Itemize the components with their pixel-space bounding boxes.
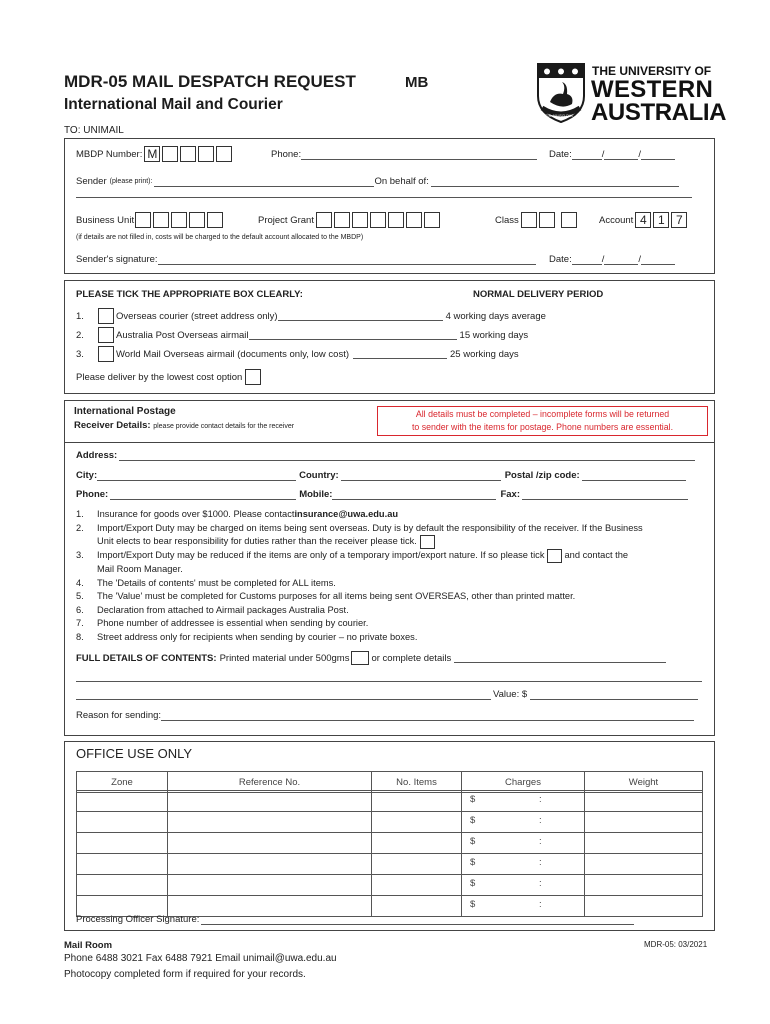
note-text: Unit elects to bear responsibility for duties rather than the receiver please tick. bbox=[97, 536, 417, 547]
items-cell[interactable] bbox=[372, 812, 462, 833]
reason-label: Reason for sending: bbox=[76, 710, 162, 721]
project-grant-label: Project Grant bbox=[258, 214, 314, 226]
business-unit-box[interactable] bbox=[189, 212, 205, 228]
option-number: 1. bbox=[76, 310, 84, 322]
lowest-cost-checkbox[interactable] bbox=[245, 369, 261, 385]
note-text: Import/Export Duty may be reduced if the items are only of a temporary import/export nature. If so please tick bbox=[97, 550, 545, 561]
office-table-body bbox=[76, 790, 703, 917]
business-unit-box[interactable] bbox=[153, 212, 169, 228]
contents-details-line[interactable] bbox=[76, 690, 491, 700]
processing-signature-field[interactable] bbox=[201, 915, 634, 925]
class-label: Class bbox=[495, 214, 519, 226]
reference-cell[interactable] bbox=[168, 791, 372, 812]
zone-cell[interactable] bbox=[77, 791, 168, 812]
airmail-checkbox[interactable] bbox=[98, 327, 114, 343]
contents-complete-label: or complete details bbox=[371, 652, 452, 664]
fax-label: Fax: bbox=[500, 489, 520, 500]
business-unit-label: Business Unit bbox=[76, 214, 135, 226]
reference-cell[interactable] bbox=[168, 854, 372, 875]
cents-separator: : bbox=[539, 794, 542, 805]
warning-box bbox=[377, 406, 708, 436]
option-period: 4 working days average bbox=[445, 310, 546, 322]
note-number: 6. bbox=[76, 604, 84, 615]
on-behalf-field[interactable] bbox=[431, 177, 679, 187]
zone-cell[interactable] bbox=[77, 812, 168, 833]
address-field[interactable] bbox=[119, 451, 695, 461]
project-grant-box[interactable] bbox=[334, 212, 350, 228]
weight-cell[interactable] bbox=[585, 875, 703, 896]
university-name-line2: WESTERN bbox=[591, 76, 714, 103]
option-period: 25 working days bbox=[450, 348, 519, 360]
to-line: TO: UNIMAIL bbox=[64, 125, 124, 136]
receiver-phone-label: Phone: bbox=[76, 489, 109, 500]
office-table-row bbox=[77, 854, 703, 875]
footer-title: Mail Room bbox=[64, 940, 113, 951]
on-behalf-label: On behalf of: bbox=[374, 176, 429, 187]
currency-symbol: $ bbox=[470, 836, 476, 847]
lowest-cost-label: Please deliver by the lowest cost option bbox=[76, 371, 243, 383]
date-day-field[interactable] bbox=[572, 150, 602, 160]
notes-list bbox=[76, 508, 706, 644]
university-name-line1: THE UNIVERSITY OF bbox=[592, 64, 712, 78]
option-leader-line bbox=[278, 311, 443, 321]
business-unit-box[interactable] bbox=[135, 212, 151, 228]
note-text: Phone number of addressee is essential when sending by courier. bbox=[97, 618, 369, 628]
date-label: Date: bbox=[549, 149, 572, 160]
signature-date-month[interactable] bbox=[601, 254, 638, 265]
receiver-label: Receiver Details: bbox=[74, 420, 151, 431]
mbdp-box-prefix: M bbox=[144, 146, 160, 162]
currency-symbol: $ bbox=[470, 899, 476, 910]
note-text: Insurance for goods over $1000. Please contact bbox=[97, 509, 295, 519]
note-text: The 'Value' must be completed for Customs purposes for all items being sent OVERSEAS, other than printed matter. bbox=[97, 591, 576, 601]
signature-date-label: Date: bbox=[549, 254, 572, 265]
class-box[interactable] bbox=[561, 212, 577, 228]
divider bbox=[65, 442, 714, 443]
value-label: Value: $ bbox=[493, 689, 528, 700]
cents-separator: : bbox=[539, 836, 542, 847]
weight-cell[interactable] bbox=[585, 833, 703, 854]
address-label: Address: bbox=[76, 450, 118, 461]
processing-signature-label: Processing Officer Signature: bbox=[76, 914, 200, 925]
zone-cell[interactable] bbox=[77, 854, 168, 875]
world-mail-checkbox[interactable] bbox=[98, 346, 114, 362]
note-number: 5. bbox=[76, 591, 84, 601]
reference-cell[interactable] bbox=[168, 812, 372, 833]
tick-heading: PLEASE TICK THE APPROPRIATE BOX CLEARLY: bbox=[76, 289, 303, 300]
reference-cell[interactable] bbox=[168, 833, 372, 854]
class-box[interactable] bbox=[521, 212, 537, 228]
form-code: MB bbox=[405, 74, 429, 91]
project-grant-box[interactable] bbox=[370, 212, 386, 228]
note-text: Street address only for recipients when sending by courier – no private boxes. bbox=[97, 631, 418, 642]
items-cell[interactable] bbox=[372, 833, 462, 854]
warning-line: All details must be completed – incomplete forms will be returned bbox=[415, 409, 670, 419]
office-panel bbox=[64, 741, 715, 931]
receiver-hint: please provide contact details for the receiver bbox=[153, 423, 295, 430]
currency-symbol: $ bbox=[470, 878, 476, 889]
country-field[interactable] bbox=[341, 471, 501, 481]
office-table-row bbox=[77, 791, 703, 812]
charges-cell[interactable] bbox=[462, 875, 585, 896]
zone-cell[interactable] bbox=[77, 833, 168, 854]
note-text: Declaration from attached to Airmail packages Australia Post. bbox=[97, 604, 349, 615]
zone-cell[interactable] bbox=[77, 875, 168, 896]
sender-panel bbox=[64, 138, 715, 274]
note-number: 2. bbox=[76, 522, 84, 533]
default-account-note: (if details are not filled in, costs will be charged to the default account allocated to the MBDP) bbox=[76, 234, 364, 241]
items-cell[interactable] bbox=[372, 854, 462, 875]
footer-contact: Phone 6488 3021 Fax 6488 7921 Email unimail@uwa.edu.au bbox=[64, 953, 337, 964]
date-year-field[interactable] bbox=[641, 150, 675, 160]
printed-material-checkbox[interactable] bbox=[351, 651, 369, 665]
weight-cell[interactable] bbox=[585, 812, 703, 833]
date-separator: / bbox=[601, 149, 605, 160]
phone-label: Phone: bbox=[271, 149, 302, 160]
form-subtitle: International Mail and Courier bbox=[64, 96, 283, 113]
option-label: World Mail Overseas airmail (documents only, low cost) bbox=[116, 348, 349, 360]
duty-business-unit-checkbox[interactable] bbox=[420, 535, 435, 549]
contents-details-field[interactable] bbox=[454, 653, 666, 663]
note-number: 4. bbox=[76, 577, 84, 588]
project-grant-box[interactable] bbox=[352, 212, 368, 228]
insurance-email-link[interactable]: insurance@uwa.edu.au bbox=[294, 509, 399, 519]
account-digit-box[interactable]: 4 bbox=[635, 212, 651, 228]
cents-separator: : bbox=[539, 857, 542, 868]
note-number: 8. bbox=[76, 631, 84, 642]
cents-separator: : bbox=[539, 815, 542, 826]
column-header: Charges bbox=[462, 772, 585, 793]
reference-cell[interactable] bbox=[168, 875, 372, 896]
mbdp-box[interactable] bbox=[198, 146, 214, 162]
project-grant-box[interactable] bbox=[424, 212, 440, 228]
postage-panel bbox=[64, 400, 715, 736]
sender-hint: (please print): bbox=[109, 178, 153, 185]
date-separator: / bbox=[638, 254, 641, 265]
note-number: 1. bbox=[76, 509, 84, 519]
business-unit-box[interactable] bbox=[207, 212, 223, 228]
office-table-row bbox=[77, 875, 703, 896]
crest-motto: SEEK WISDOM bbox=[539, 113, 574, 118]
receiver-phone-field[interactable] bbox=[110, 490, 296, 500]
mbdp-box[interactable] bbox=[216, 146, 232, 162]
delivery-option-3 bbox=[76, 346, 519, 362]
currency-symbol: $ bbox=[470, 857, 476, 868]
date-separator: / bbox=[638, 149, 641, 160]
project-grant-box[interactable] bbox=[316, 212, 332, 228]
contents-details-line[interactable] bbox=[76, 681, 702, 682]
mobile-label: Mobile: bbox=[299, 489, 333, 500]
column-header: No. Items bbox=[372, 772, 462, 793]
signature-label: Sender's signature: bbox=[76, 254, 158, 265]
office-table-row bbox=[77, 833, 703, 854]
form-version: MDR-05: 03/2021 bbox=[644, 940, 708, 949]
mbdp-box[interactable] bbox=[180, 146, 196, 162]
university-name-line3: AUSTRALIA bbox=[591, 99, 727, 126]
contents-printed-label: Printed material under 500gms bbox=[219, 652, 350, 664]
warning-line: to sender with the items for postage. Phone numbers are essential. bbox=[411, 422, 674, 432]
option-number: 3. bbox=[76, 348, 84, 360]
contents-label: FULL DETAILS OF CONTENTS: bbox=[76, 652, 217, 664]
weight-cell[interactable] bbox=[585, 854, 703, 875]
class-box[interactable] bbox=[539, 212, 555, 228]
items-cell[interactable] bbox=[372, 875, 462, 896]
country-label: Country: bbox=[299, 470, 339, 481]
option-leader-line bbox=[353, 349, 447, 359]
office-table-row bbox=[77, 812, 703, 833]
sender-phone-field[interactable] bbox=[301, 150, 537, 160]
signature-date-day[interactable] bbox=[572, 255, 602, 265]
sender-extra-line[interactable] bbox=[76, 197, 692, 198]
signature-date-year[interactable] bbox=[641, 255, 675, 265]
currency-symbol: $ bbox=[470, 815, 476, 826]
account-digit-box[interactable]: 1 bbox=[653, 212, 669, 228]
option-number: 2. bbox=[76, 329, 84, 341]
charges-cell[interactable] bbox=[462, 791, 585, 812]
delivery-panel bbox=[64, 280, 715, 394]
cents-separator: : bbox=[539, 899, 542, 910]
city-field[interactable] bbox=[97, 471, 296, 481]
project-grant-box[interactable] bbox=[406, 212, 422, 228]
charges-cell[interactable] bbox=[462, 833, 585, 854]
option-period: 15 working days bbox=[459, 329, 529, 341]
note-text: Mail Room Manager. bbox=[97, 564, 183, 574]
account-label: Account bbox=[599, 214, 634, 226]
column-header: Reference No. bbox=[168, 772, 372, 793]
sender-label: Sender bbox=[76, 176, 107, 187]
note-text: The 'Details of contents' must be completed for ALL items. bbox=[97, 577, 336, 588]
cents-separator: : bbox=[539, 878, 542, 889]
sender-signature-field[interactable] bbox=[158, 255, 536, 265]
postal-label: Postal /zip code: bbox=[504, 470, 580, 481]
note-number: 3. bbox=[76, 550, 84, 561]
postal-field[interactable] bbox=[582, 471, 686, 481]
business-unit-box[interactable] bbox=[171, 212, 187, 228]
delivery-option-2 bbox=[76, 327, 528, 343]
currency-symbol: $ bbox=[470, 794, 476, 805]
project-grant-box[interactable] bbox=[388, 212, 404, 228]
items-cell[interactable] bbox=[372, 791, 462, 812]
courier-checkbox[interactable] bbox=[98, 308, 114, 324]
charges-cell[interactable] bbox=[462, 854, 585, 875]
delivery-option-1 bbox=[76, 308, 546, 324]
value-field[interactable] bbox=[530, 690, 698, 700]
reason-field[interactable] bbox=[161, 711, 694, 721]
mbdp-label: MBDP Number: bbox=[76, 148, 143, 160]
column-header: Zone bbox=[77, 772, 168, 793]
office-heading: OFFICE USE ONLY bbox=[76, 746, 193, 761]
date-separator: / bbox=[601, 254, 605, 265]
fax-field[interactable] bbox=[522, 490, 688, 500]
option-label: Australia Post Overseas airmail bbox=[116, 329, 249, 341]
option-label: Overseas courier (street address only) bbox=[116, 310, 278, 322]
column-header: Weight bbox=[585, 772, 703, 793]
form-title: MDR-05 MAIL DESPATCH REQUEST bbox=[64, 72, 356, 91]
mobile-field[interactable] bbox=[332, 490, 496, 500]
account-digit-box[interactable]: 7 bbox=[671, 212, 687, 228]
note-number: 7. bbox=[76, 618, 84, 628]
note-text: Import/Export Duty may be charged on items being sent overseas. Duty is by default the responsibility of the receiver. If the Business bbox=[97, 522, 643, 533]
delivery-period-heading: NORMAL DELIVERY PERIOD bbox=[473, 289, 604, 300]
option-leader-line bbox=[249, 330, 457, 340]
note-text: and contact the bbox=[564, 550, 629, 561]
date-month-field[interactable] bbox=[601, 149, 638, 160]
sender-name-field[interactable] bbox=[154, 177, 374, 187]
temporary-import-checkbox[interactable] bbox=[547, 549, 562, 563]
weight-cell[interactable] bbox=[585, 791, 703, 812]
charges-cell[interactable] bbox=[462, 812, 585, 833]
footer-note: Photocopy completed form if required for your records. bbox=[64, 969, 306, 980]
postage-heading: International Postage bbox=[74, 406, 176, 417]
mbdp-box[interactable] bbox=[162, 146, 178, 162]
city-label: City: bbox=[76, 470, 98, 481]
